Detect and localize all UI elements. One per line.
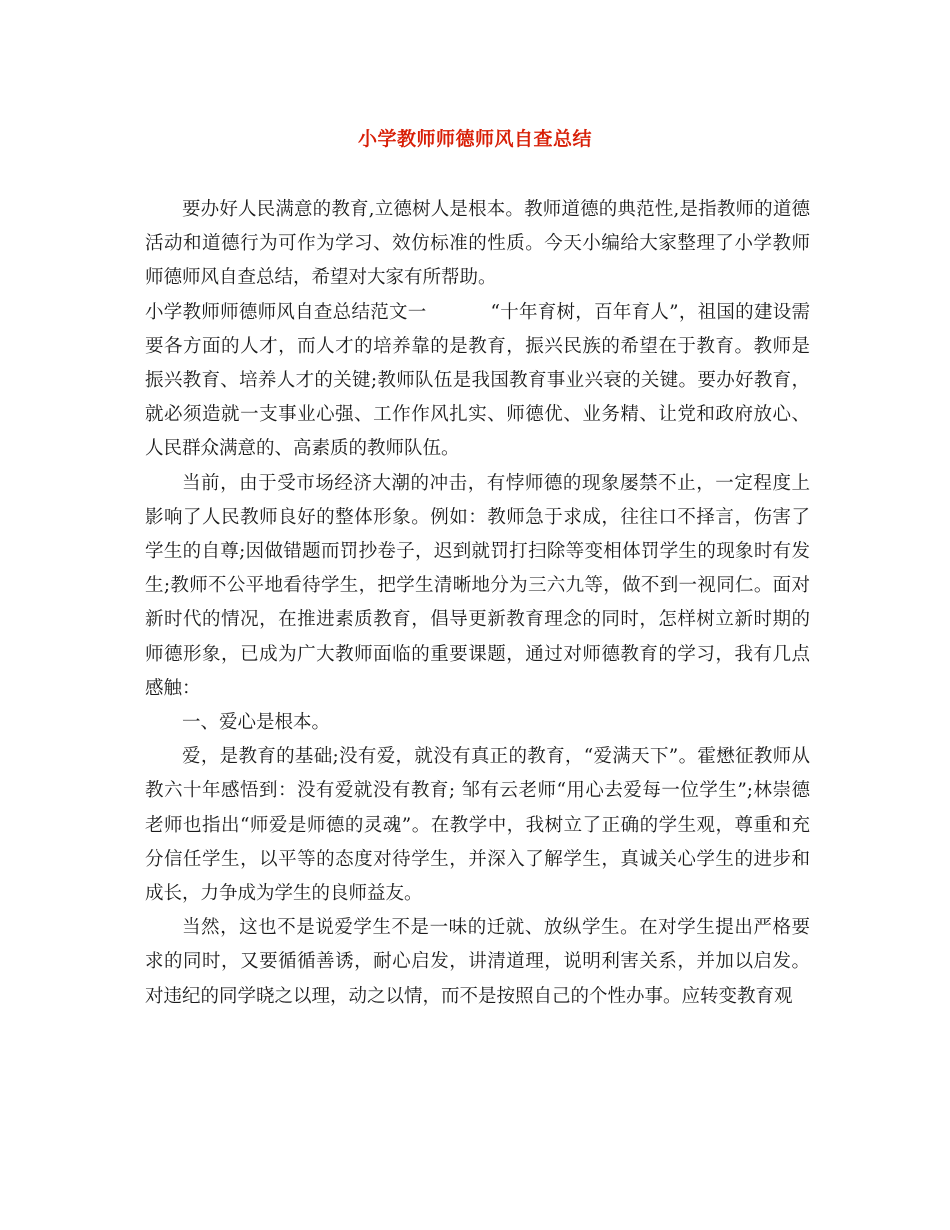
paragraph-strictness: 当然，这也不是说爱学生不是一味的迁就、放纵学生。在对学生提出严格要求的同时，又要循循善诱，耐心启发，讲清道理，说明利害关系，并加以启发。对违纪的同学晓之以理，动之以情，而不是按照自己的个性办事。应转变教育观 <box>145 917 810 1007</box>
paragraph-current-situation: 当前，由于受市场经济大潮的冲击，有悖师德的现象屡禁不止，一定程度上影响了人民教师良好的整体形象。例如：教师急于求成，往往口不择言，伤害了学生的自尊;因做错题而罚抄卷子，迟到就罚打扫除等变相体罚学生的现象时有发生;教师不公平地看待学生，把学生清晰地分为三六九等，做不到一视同仁。面对新时代的情况，在推进素质教育，倡导更新教育理念的同时，怎样树立新时期的师德形象，已成为广大教师面临的重要课题，通过对师德教育的学习，我有几点感触： <box>145 472 810 699</box>
document-title: 小学教师师德师风自查总结 <box>357 128 592 150</box>
paragraph-love: 爱，是教育的基础;没有爱，就没有真正的教育，“爱满天下”。霍懋征教师从教六十年感悟到：没有爱就没有教育; 邹有云老师“用心去爱每一位学生”;林崇德老师也指出“师爱是师德的灵魂”。在教学中，我树立了正确的学生观，尊重和充分信任学生，以平等的态度对待学生，并深入了解学生，真诚关心学生的进步和成长，力争成为学生的良师益友。 <box>145 746 810 905</box>
document-body <box>145 193 810 1014</box>
paragraph-point-one: 一、爱心是根本。 <box>182 712 331 734</box>
paragraph-intro: 要办好人民满意的教育,立德树人是根本。教师道德的典范性,是指教师的道德活动和道德行为可作为学习、效仿标准的性质。今天小编给大家整理了小学教师师德师风自查总结，希望对大家有所帮助。 <box>145 199 810 289</box>
sample-one-text: “十年育树，百年育人”，祖国的建设需要各方面的人才，而人才的培养靠的是教育，振兴民族的希望在于教育。教师是振兴教育、培养人才的关键;教师队伍是我国教育事业兴衰的关键。要办好教育，就必须造就一支事业心强、工作作风扎实、师德优、业务精、让党和政府放心、人民群众满意的、高素质的教师队伍。 <box>145 301 810 460</box>
sample-heading: 小学教师师德师风自查总结范文一 <box>145 301 427 323</box>
paragraph-sample-one <box>145 296 810 467</box>
